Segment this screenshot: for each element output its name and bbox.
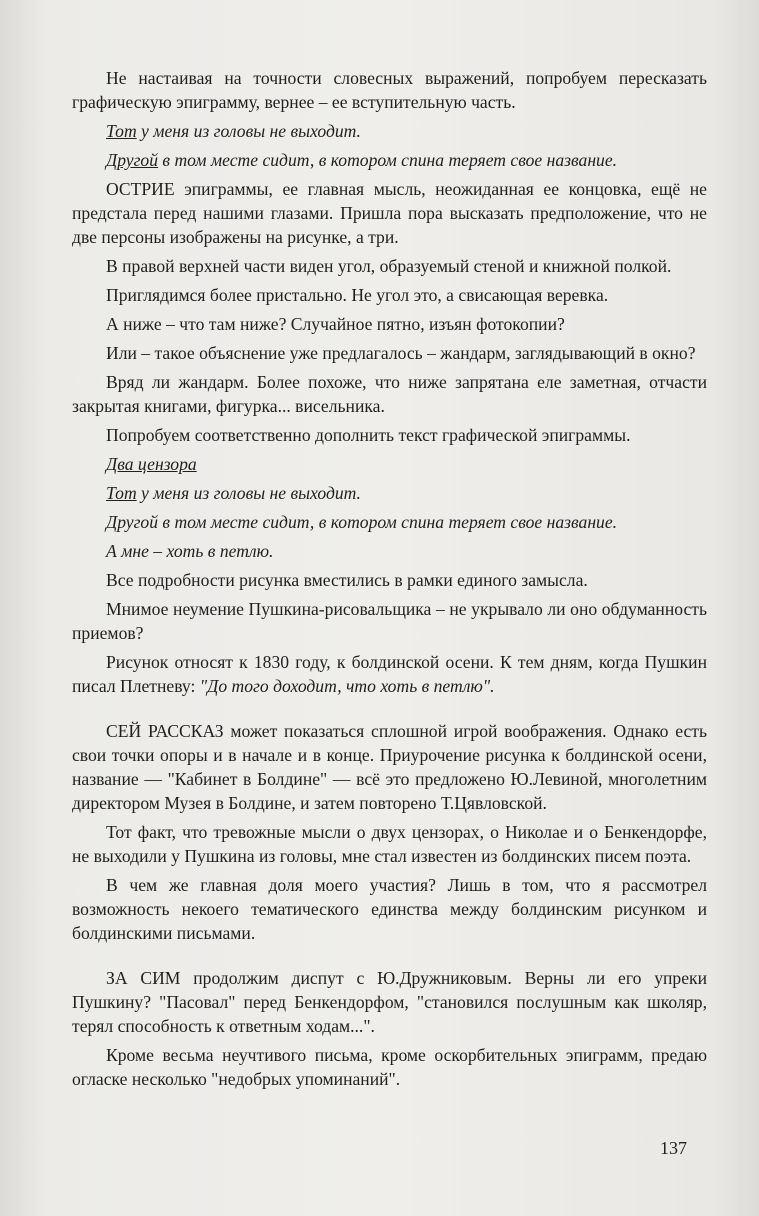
underlined-word: Другой: [106, 150, 159, 170]
paragraph: [72, 177, 707, 249]
paragraph-text: Кроме весьма неучтивого письма, кроме оскорбительных эпиграмм, предаю огласке несколько "недобрых упоминаний".: [72, 1045, 707, 1089]
paragraph-text: ОСТРИЕ эпиграммы, ее главная мысль, неожиданная ее концовка, ещё не предстала перед нашими глазами. Пришла пора высказать предположение, что не две персоны изображены на рисунке, а три.: [72, 179, 707, 247]
paragraph-text: В чем же главная доля моего участия? Лишь в том, что я рассмотрел возможность некоего тематического единства между болдинским рисунком и болдинскими письмами.: [72, 875, 707, 943]
epigram-line: [72, 481, 707, 505]
paragraph: [72, 719, 707, 815]
paragraph-text: ЗА СИМ продолжим диспут с Ю.Дружниковым. Верны ли его упреки Пушкину? "Пасовал" перед Бенкендорфом, "становился послушным как школяр, терял способность к ответным ходам...".: [72, 968, 707, 1036]
paragraph: [72, 966, 707, 1038]
epigram-line: [72, 510, 707, 534]
epigram-line: [72, 539, 707, 563]
paragraph: [72, 1043, 707, 1091]
epigram-text: Другой в том месте сидит, в котором спина теряет свое название.: [106, 512, 618, 532]
epigram-line: [72, 119, 707, 143]
paragraph: [72, 66, 707, 114]
paragraph-text: А ниже – что там ниже? Случайное пятно, изъян фотокопии?: [106, 314, 565, 334]
paragraph-text: Или – такое объяснение уже предлагалось – жандарм, заглядывающий в окно?: [106, 343, 696, 363]
underlined-word: Два цензора: [106, 454, 197, 474]
paragraph: [72, 568, 707, 592]
paragraph-text: СЕЙ РАССКАЗ может показаться сплошной игрой воображения. Однако есть свои точки опоры и в начале и в конце. Приурочение рисунка к болдинской осени, название — "Кабинет в Болдине" — всё это предложено Ю.Левиной, многолетним директором Музея в Болдине, и затем повторено Т.Цявловской.: [72, 721, 707, 813]
paragraph-text: Попробуем соответственно дополнить текст графической эпиграммы.: [106, 425, 631, 445]
underlined-word: Тот: [106, 483, 137, 503]
paragraph-text: Не настаивая на точности словесных выражений, попробуем пересказать графическую эпиграмму, вернее – ее вступительную часть.: [72, 68, 707, 112]
paragraph: [72, 254, 707, 278]
body-text: [72, 66, 707, 1096]
paragraph: [72, 650, 707, 698]
section-gap: [72, 950, 707, 966]
epigram-line: [72, 148, 707, 172]
paragraph: [72, 312, 707, 336]
epigram-heading: [72, 452, 707, 476]
paragraph-text: Все подробности рисунка вместились в рамки единого замысла.: [106, 570, 588, 590]
epigram-text: у меня из головы не выходит.: [136, 483, 361, 503]
paragraph: [72, 283, 707, 307]
italic-quote: "До того доходит, что хоть в петлю".: [199, 676, 495, 696]
paragraph: [72, 820, 707, 868]
epigram-text: у меня из головы не выходит.: [136, 121, 361, 141]
paragraph-text: Мнимое неумение Пушкина-рисовальщика – не укрывало ли оно обдуманность приемов?: [72, 599, 707, 643]
paragraph: [72, 370, 707, 418]
epigram-text: в том месте сидит, в котором спина теряет свое название.: [158, 150, 618, 170]
paragraph-text: В правой верхней части виден угол, образуемый стеной и книжной полкой.: [106, 256, 672, 276]
paragraph: [72, 341, 707, 365]
paragraph: [72, 873, 707, 945]
underlined-word: Тот: [106, 121, 137, 141]
section-gap: [72, 703, 707, 719]
epigram-text: А мне – хоть в петлю.: [106, 541, 274, 561]
paragraph-text: Рисунок относят к 1830 году, к болдинской осени. К тем дням, когда Пушкин писал Плетневу:: [72, 652, 707, 696]
paragraph-text: Тот факт, что тревожные мысли о двух цензорах, о Николае и о Бенкендорфе, не выходили у Пушкина из головы, мне стал известен из болдинских писем поэта.: [72, 822, 707, 866]
paragraph-text: Приглядимся более пристально. Не угол это, а свисающая веревка.: [106, 285, 609, 305]
paragraph-text: Вряд ли жандарм. Более похоже, что ниже запрятана еле заметная, отчасти закрытая книгами, фигурка... висельника.: [72, 372, 707, 416]
page-number: 137: [660, 1138, 687, 1158]
paragraph: [72, 423, 707, 447]
paragraph: [72, 597, 707, 645]
